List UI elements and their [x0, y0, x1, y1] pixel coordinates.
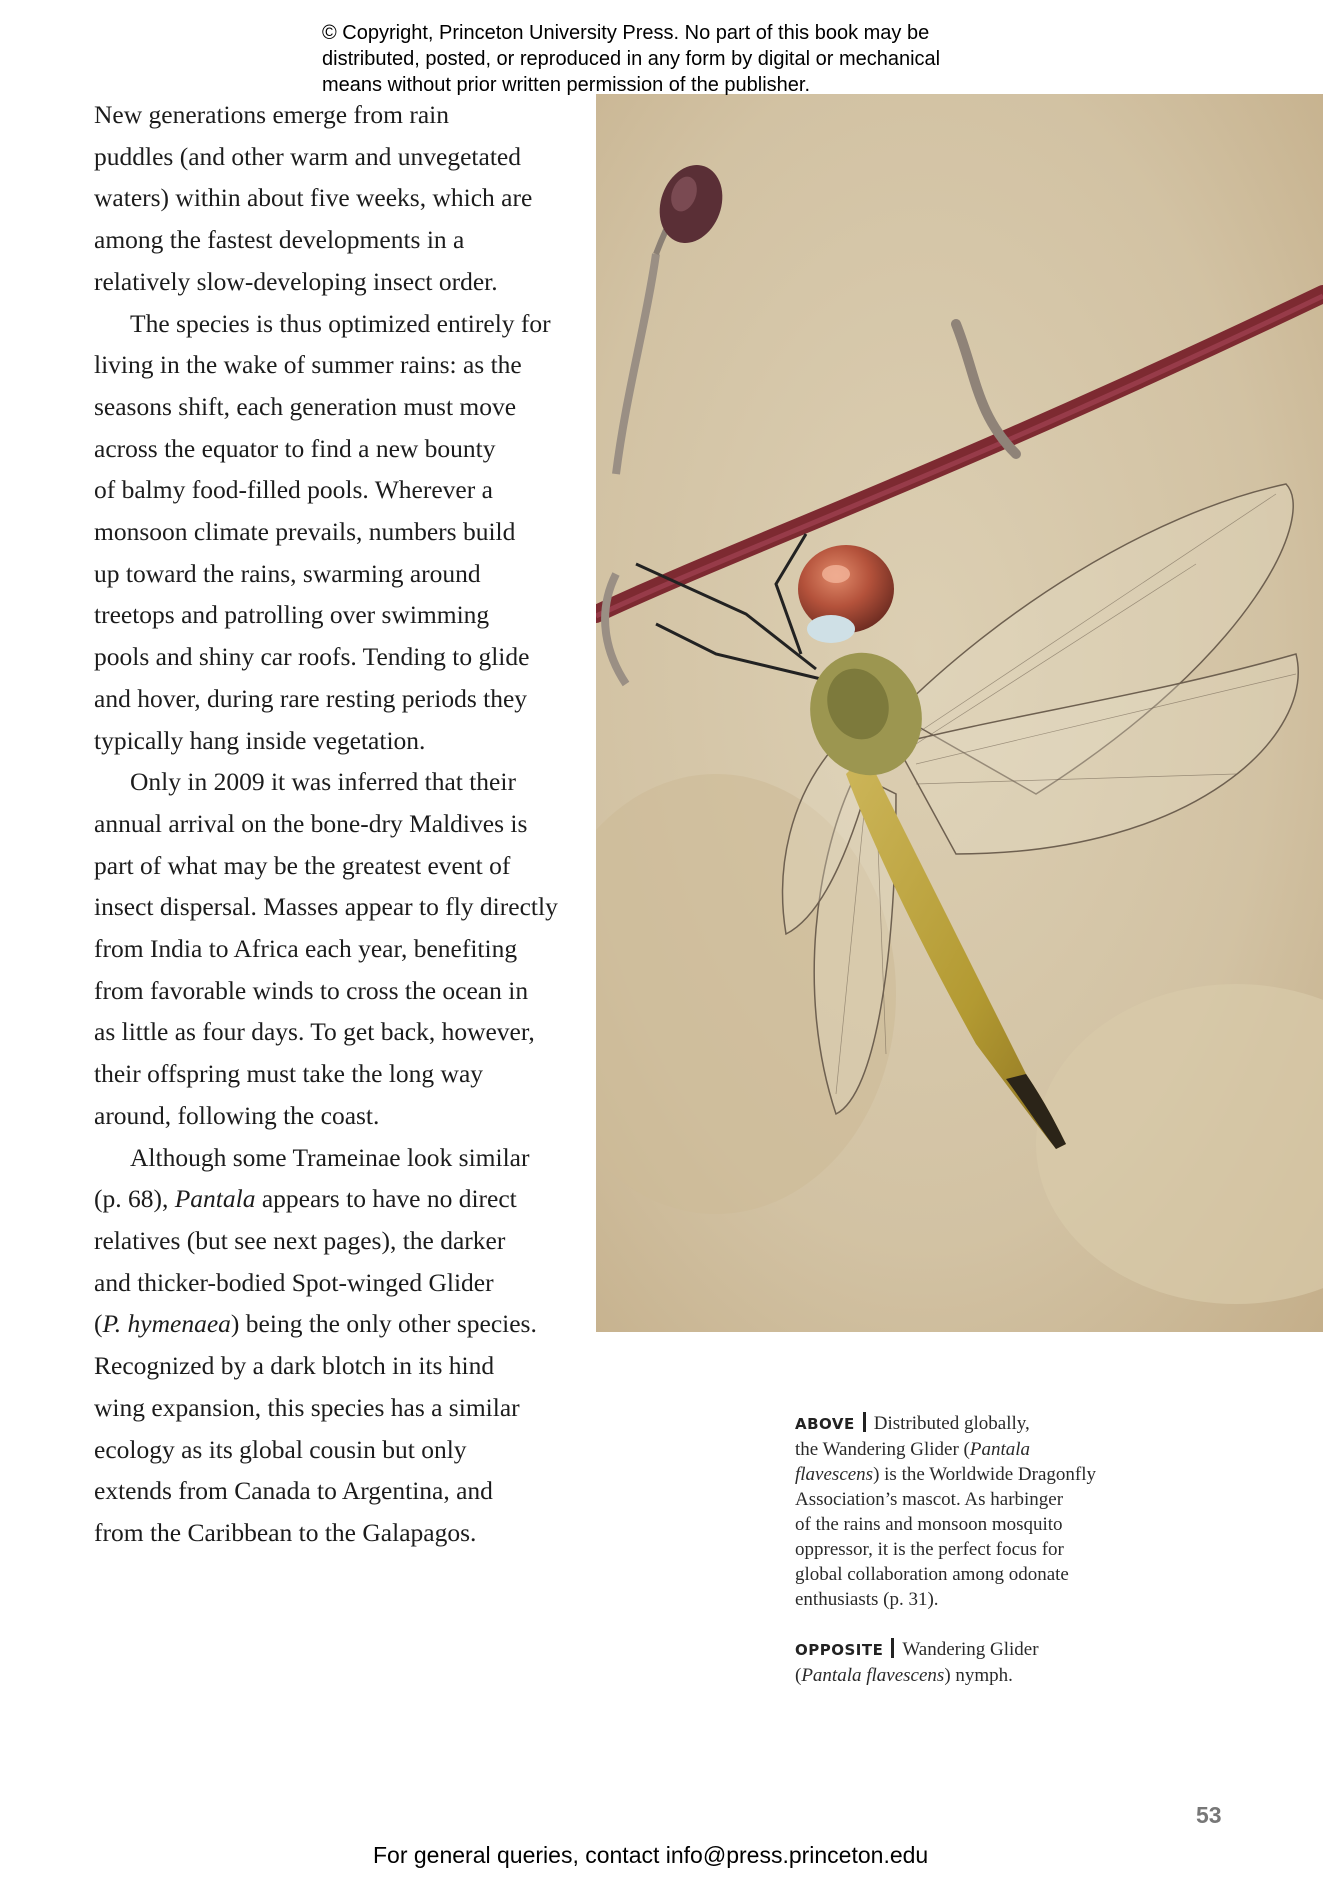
- dragonfly-photo: [596, 94, 1323, 1332]
- caption-text: ) is the Worldwide Dragonfly: [873, 1464, 1096, 1485]
- body-line: across the equator to find a new bounty: [94, 433, 496, 463]
- body-line: New generations emerge from rain: [94, 100, 449, 129]
- caption-line: enthusiasts (p. 31).: [795, 1589, 939, 1610]
- body-line: and hover, during rare resting periods they: [94, 683, 528, 713]
- body-line: seasons shift, each generation must move: [94, 391, 517, 421]
- body-line: annual arrival on the bone-dry Maldives is: [94, 808, 528, 838]
- body-line: insect dispersal. Masses appear to fly directly: [94, 892, 558, 922]
- caption-line: Association’s mascot. As harbinger: [795, 1489, 1064, 1510]
- body-line: relatives (but see next pages), the darker: [94, 1225, 506, 1255]
- caption-line: [795, 1637, 1125, 1663]
- caption-line: [795, 1411, 1125, 1437]
- body-line: Although some Trameinae look similar: [130, 1142, 530, 1172]
- body-line: from favorable winds to cross the ocean in: [94, 975, 529, 1005]
- body-line: up toward the rains, swarming around: [94, 558, 481, 588]
- dragonfly-illustration: [596, 94, 1323, 1332]
- photo-caption: [795, 1411, 1125, 1688]
- caption-text: Distributed globally,: [873, 1413, 1030, 1434]
- body-line: relatively slow-developing insect order.: [94, 266, 498, 296]
- caption-text: the Wandering Glider (: [795, 1439, 970, 1460]
- body-line: ecology as its global cousin but only: [94, 1434, 467, 1464]
- caption-text: (: [795, 1665, 802, 1686]
- caption-divider: [891, 1638, 894, 1658]
- body-line: around, following the coast.: [94, 1100, 380, 1130]
- body-line: puddles (and other warm and unvegetated: [94, 141, 521, 171]
- body-line: among the fastest developments in a: [94, 225, 465, 255]
- caption-line: [795, 1462, 1125, 1487]
- copyright-line: © Copyright, Princeton University Press. No part of this book may be: [322, 22, 930, 44]
- copyright-line: distributed, posted, or reproduced in any form by digital or mechanical: [322, 48, 941, 70]
- caption-line: global collaboration among odonate: [795, 1564, 1069, 1585]
- body-line: [94, 1178, 574, 1220]
- body-line: from India to Africa each year, benefiting: [94, 934, 518, 964]
- caption-line: of the rains and monsoon mosquito: [795, 1514, 1063, 1535]
- caption-line: [795, 1663, 1125, 1688]
- body-line: monsoon climate prevails, numbers build: [94, 517, 516, 547]
- body-line: from the Caribbean to the Galapagos.: [94, 1517, 477, 1547]
- body-text: [94, 94, 574, 1554]
- body-line: and thicker-bodied Spot-winged Glider: [94, 1267, 494, 1297]
- page-number: 53: [1196, 1802, 1222, 1828]
- body-line: pools and shiny car roofs. Tending to glide: [94, 642, 530, 672]
- body-line: of balmy food-filled pools. Wherever a: [94, 475, 493, 505]
- caption-spacer: [795, 1612, 1125, 1637]
- caption-species: Pantala flavescens: [801, 1665, 945, 1686]
- contact-footer: For general queries, contact info@press.princeton.edu: [373, 1842, 929, 1868]
- body-line: Only in 2009 it was inferred that their: [130, 767, 516, 797]
- body-fragment: ) being the only other species.: [230, 1309, 537, 1339]
- body-line: part of what may be the greatest event of: [94, 850, 511, 880]
- caption-divider: [863, 1412, 866, 1432]
- body-line: treetops and patrolling over swimming: [94, 600, 490, 630]
- body-line: waters) within about five weeks, which are: [94, 183, 533, 213]
- copyright-line: means without prior written permission of the publisher.: [322, 74, 811, 96]
- caption-label-opposite: OPPOSITE: [795, 1641, 884, 1659]
- body-line: typically hang inside vegetation.: [94, 725, 426, 755]
- caption-species: flavescens: [795, 1464, 874, 1485]
- caption-line: oppressor, it is the perfect focus for: [795, 1539, 1064, 1560]
- caption-line: [795, 1437, 1125, 1462]
- body-fragment: (p. 68),: [94, 1184, 169, 1214]
- body-line: The species is thus optimized entirely for: [130, 308, 551, 338]
- body-fragment: appears to have no direct: [261, 1184, 517, 1214]
- genus-name: Pantala: [174, 1184, 256, 1214]
- caption-label-above: ABOVE: [795, 1415, 855, 1433]
- caption-genus: Pantala: [969, 1439, 1031, 1460]
- body-line: Recognized by a dark blotch in its hind: [94, 1351, 495, 1381]
- body-line: as little as four days. To get back, however,: [94, 1017, 535, 1047]
- body-line: wing expansion, this species has a similar: [94, 1392, 520, 1422]
- body-fragment: (: [94, 1309, 103, 1339]
- caption-text: ) nymph.: [944, 1665, 1013, 1686]
- body-line: [94, 1303, 574, 1345]
- body-line: their offspring must take the long way: [94, 1059, 484, 1089]
- body-line: living in the wake of summer rains: as the: [94, 350, 522, 380]
- body-line: extends from Canada to Argentina, and: [94, 1476, 493, 1506]
- species-name: P. hymenaea: [102, 1309, 231, 1339]
- caption-text: Wandering Glider: [902, 1639, 1039, 1660]
- copyright-notice: [322, 20, 1022, 98]
